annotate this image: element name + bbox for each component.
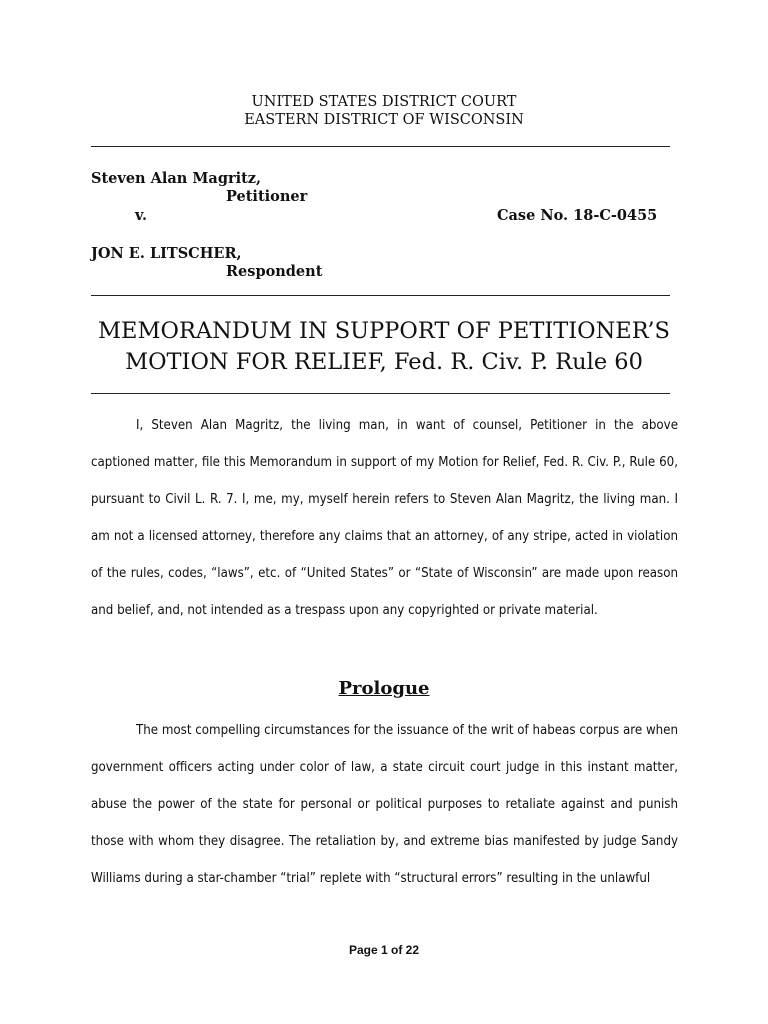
case-number: Case No. 18-C-0455: [497, 207, 658, 224]
caption-bottom-divider: [91, 295, 670, 296]
respondent-role: Respondent: [226, 263, 323, 280]
page-number: Page 1 of 22: [348, 943, 420, 957]
document-title-line2: MOTION FOR RELIEF, Fed. R. Civ. P. Rule 60: [125, 349, 643, 375]
document-title-line1: MEMORANDUM IN SUPPORT OF PETITIONER’S: [98, 318, 670, 344]
prologue-paragraph: The most compelling circumstances for the issuance of the writ of habeas corpus are when government officers acting under color of law, a state circuit court judge in this instant matter, abuse the power of the state for personal or political purposes to retaliate against and punish those with whom they disagree. The retaliation by, and extreme bias manifested by judge Sandy Williams during a star-chamber “trial” replete with “structural errors” resulting in the unlawful: [91, 723, 678, 886]
title-divider: [91, 393, 670, 394]
intro-paragraph: I, Steven Alan Magritz, the living man, in want of counsel, Petitioner in the above captioned matter, file this Memorandum in support of my Motion for Relief, Fed. R. Civ. P., Rule 60, pursuant to Civil L. R. 7. I, me, my, myself herein refers to Steven Alan Magritz, the living man. I am not a licensed attorney, therefore any claims that an attorney, of any stripe, acted in violation of the rules, codes, “laws”, etc. of “United States” or “State of Wisconsin” are made upon reason and belief, and, not intended as a trespass upon any copyrighted or private material.: [91, 418, 678, 618]
document-title: [0, 316, 768, 378]
versus-label: v.: [135, 207, 148, 224]
petitioner-name: Steven Alan Magritz,: [91, 170, 262, 187]
caption-top-divider: [91, 146, 670, 147]
court-district-line: EASTERN DISTRICT OF WISCONSIN: [244, 112, 524, 128]
section-heading: Prologue: [338, 678, 430, 699]
petitioner-role: Petitioner: [226, 188, 308, 205]
court-name-line: UNITED STATES DISTRICT COURT: [251, 94, 517, 110]
respondent-name: JON E. LITSCHER,: [91, 245, 242, 262]
